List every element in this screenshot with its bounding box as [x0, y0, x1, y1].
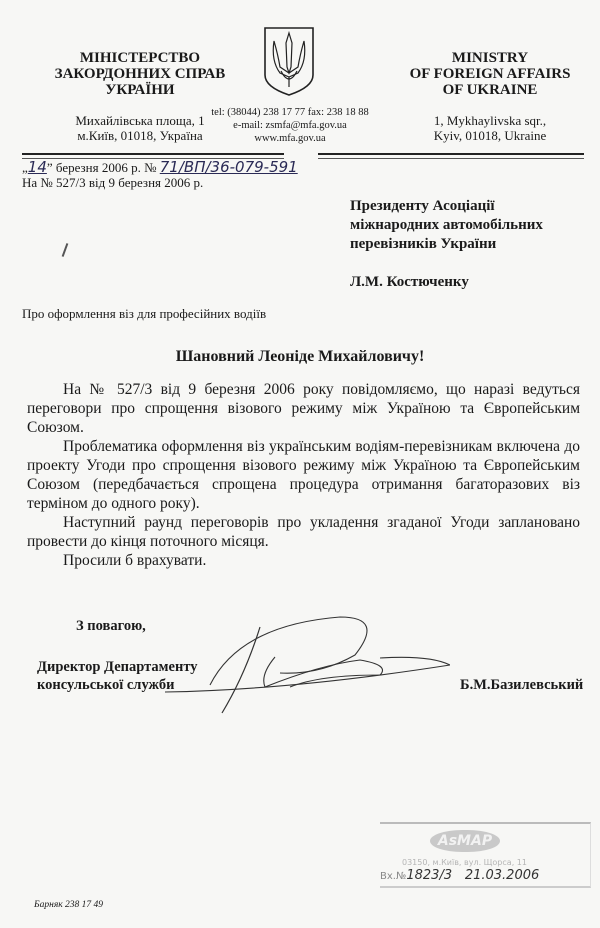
position-line: Директор Департаменту — [37, 659, 198, 675]
recipient-line: Президенту Асоціації — [350, 198, 495, 214]
en-address-line: Kyiv, 01018, Ukraine — [433, 128, 547, 143]
handwritten-date-day: 14 — [27, 158, 47, 176]
reply-reference: На № 527/3 від 9 березня 2006 р. — [22, 175, 204, 190]
asmap-logo: AsMAP — [430, 830, 500, 852]
position-line: консульської служби — [37, 677, 175, 693]
body-paragraph: Проблематика оформлення віз українським водіям-перевізникам включена до проекту Угоди про спрощення візового режиму між Україною та Європейським Союзом (передбачається спрощена процедура отримання багаторазових віз терміном до одного року). — [27, 438, 580, 512]
en-ministry-line: MINISTRY — [451, 50, 529, 66]
body-paragraph: Наступний раунд переговорів про укладення згаданої Угоди заплановано провести до кінця поточного місяця. — [27, 514, 580, 550]
outgoing-reference — [22, 160, 298, 175]
date-month-year: ” березня 2006 р. № — [46, 160, 157, 175]
en-address-line: 1, Mykhaylivska sqr., — [433, 113, 547, 128]
executor-note: Барняк 238 17 49 — [34, 900, 104, 910]
ua-address-line: м.Київ, 01018, Україна — [77, 128, 203, 143]
recipient-line: перевізників України — [350, 236, 497, 252]
ua-ministry-line: ЗАКОРДОННИХ СПРАВ — [54, 66, 226, 82]
incoming-date: 21.03.2006 — [464, 868, 540, 883]
signatory-name: Б.М.Базилевський — [460, 677, 584, 693]
recipient-name: Л.М. Костюченку — [350, 274, 469, 290]
stamp-address: 03150, м.Київ, вул. Щорса, 11 — [402, 858, 527, 867]
contact-info — [190, 106, 390, 145]
email-address: e-mail: zsmfa@mfa.gov.ua — [233, 120, 347, 131]
incoming-stamp — [380, 822, 591, 888]
handwritten-signature — [150, 605, 450, 715]
ua-ministry-line: МІНІСТЕРСТВО — [79, 50, 201, 66]
letter-subject: Про оформлення віз для професійних водіїв — [22, 306, 267, 321]
recipient-line: міжнародних автомобільних — [350, 217, 543, 233]
header-divider — [318, 153, 584, 159]
letter-body — [27, 380, 580, 570]
en-ministry-line: OF UKRAINE — [442, 82, 538, 98]
incoming-number: 1823/3 — [406, 868, 453, 883]
body-paragraph: На № 527/3 від 9 березня 2006 року повідомляємо, що наразі ведуться переговори про спрощення візового режиму між Україною та Європейським Союзом. — [27, 381, 580, 436]
en-ministry-name — [390, 50, 590, 98]
phone-fax: tel: (38044) 238 17 77 fax: 238 18 88 — [211, 107, 369, 118]
handwritten-outgoing-number: 71/ВП/36-079-591 — [159, 158, 298, 176]
body-paragraph: Просили б врахувати. — [63, 552, 207, 569]
ua-ministry-line: УКРАЇНИ — [105, 82, 175, 98]
date-quote-open: „ — [22, 160, 28, 175]
trident-coat-of-arms-icon — [262, 25, 316, 97]
ua-address-line: Михайлівська площа, 1 — [75, 113, 205, 128]
closing-regards: З повагою, — [76, 618, 146, 634]
recipient-block — [350, 197, 543, 292]
salutation: Шановний Леоніде Михайловичу! — [175, 348, 425, 365]
en-ministry-line: OF FOREIGN AFFAIRS — [409, 66, 571, 82]
stamp-incoming — [380, 868, 539, 883]
ua-ministry-name — [20, 50, 260, 98]
incoming-label: Вх.№ — [380, 871, 407, 882]
en-address — [390, 113, 590, 143]
website: www.mfa.gov.ua — [254, 133, 326, 144]
pen-mark — [62, 243, 69, 257]
